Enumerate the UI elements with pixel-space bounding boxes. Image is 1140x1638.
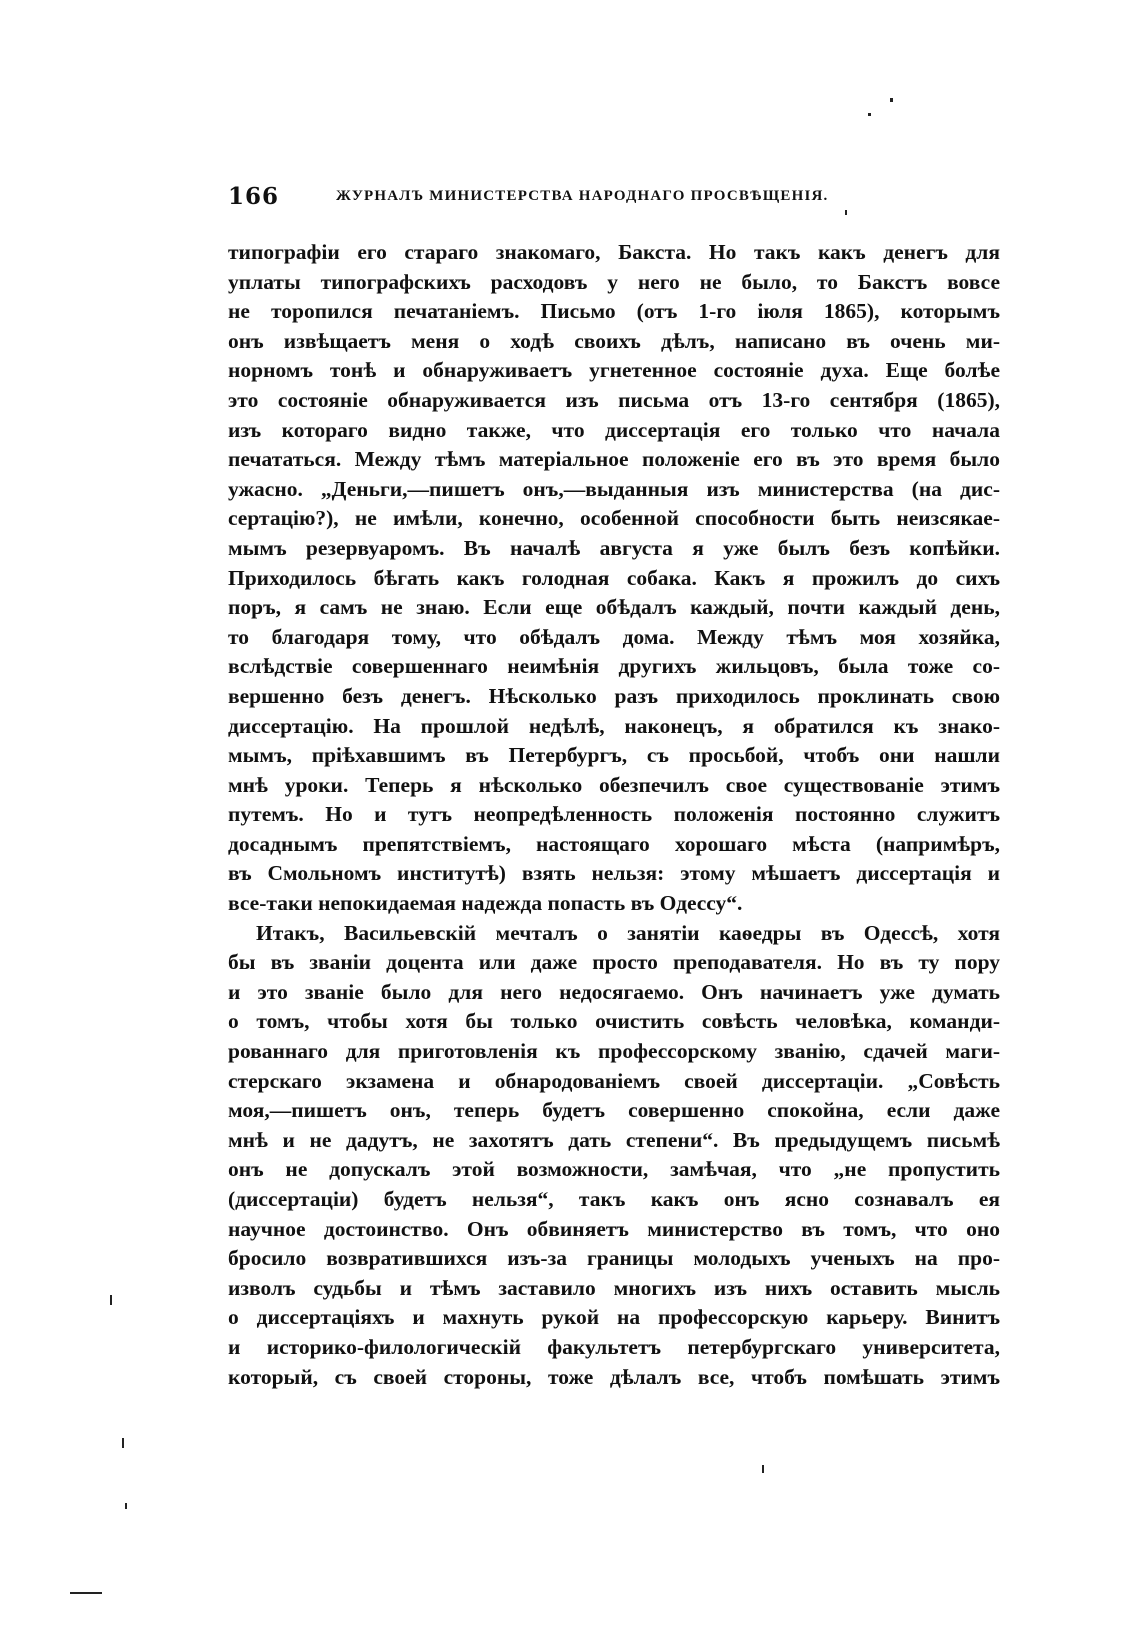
scan-speck	[845, 210, 847, 215]
text-line: диссертацію. На прошлой недѣлѣ, наконецъ, я обратился къ знако-	[228, 713, 1000, 738]
scan-speck	[125, 1503, 127, 1509]
text-line: (диссертаціи) будетъ нельзя“, такъ какъ онъ ясно сознавалъ ея	[228, 1187, 1000, 1211]
scan-speck	[110, 1295, 112, 1305]
body-text	[228, 238, 1000, 1392]
text-line: о томъ, чтобы хотя бы только очистить совѣсть человѣка, команди-	[228, 1009, 1000, 1034]
text-line: вершенно безъ денегъ. Нѣсколько разъ приходилось проклинать свою	[228, 683, 1000, 708]
text-line: Приходилось бѣгать какъ голодная собака. Какъ я прожилъ до сихъ	[228, 565, 1000, 590]
text-line: и это званіе было для него недосягаемо. Онъ начинаетъ уже думать	[228, 979, 1000, 1004]
text-line: печататься. Между тѣмъ матеріальное положеніе его въ это время было	[228, 447, 1000, 472]
text-line: бы въ званіи доцента или даже просто преподавателя. Но въ ту пору	[228, 950, 1000, 975]
text-line: мымъ, пріѣхавшимъ въ Петербургъ, съ просьбой, чтобъ они нашли	[228, 743, 1000, 768]
text-line: ужасно. „Деньги,—пишетъ онъ,—выданныя изъ министерства (на дис-	[228, 476, 1000, 501]
text-line: сертацію?), не имѣли, конечно, особенной способности быть неизсякае-	[228, 506, 1000, 531]
scan-line	[70, 1592, 102, 1594]
page-header	[228, 183, 1002, 219]
text-line: изъ котораго видно также, что диссертація его только что начала	[228, 417, 1000, 442]
text-line: типографіи его стараго знакомаго, Бакста. Но такъ какъ денегъ для	[228, 240, 1000, 264]
text-line: мымъ резервуаромъ. Въ началѣ августа я уже былъ безъ копѣйки.	[228, 535, 1000, 560]
text-line: бросило возвратившихся изъ-за границы молодыхъ ученыхъ на про-	[228, 1246, 1000, 1271]
text-line: научное достоинство. Онъ обвиняетъ министерство въ томъ, что оно	[228, 1216, 1000, 1241]
text-line: вслѣдствіе совершеннаго неимѣнія другихъ жильцовъ, была тоже со-	[228, 654, 1000, 679]
text-line: стерскаго экзамена и обнародованіемъ своей диссертаціи. „Совѣсть	[228, 1068, 1000, 1093]
text-line: досаднымъ препятствіемъ, настоящаго хорошаго мѣста (напримѣръ,	[228, 831, 1000, 856]
text-line: рованнаго для приготовленія къ профессорскому званію, сдачей маги-	[228, 1039, 1000, 1064]
running-title: ЖУРНАЛЪ МИНИСТЕРСТВА НАРОДНАГО ПРОСВѢЩЕНІЯ.	[336, 188, 829, 204]
text-line: онъ извѣщаетъ меня о ходѣ своихъ дѣлъ, написано въ очень ми-	[228, 328, 1000, 353]
text-line: все-таки непокидаемая надежда попасть въ Одессу“.	[228, 891, 743, 916]
text-line: не торопился печатаніемъ. Письмо (отъ 1-го іюля 1865), которымъ	[228, 299, 1000, 324]
text-line: и историко-филологическій факультетъ петербургскаго университета,	[228, 1334, 1000, 1359]
scan-speck	[890, 98, 893, 102]
scan-speck	[122, 1438, 124, 1448]
text-line: о диссертаціяхъ и махнуть рукой на профессорскую карьеру. Винитъ	[228, 1305, 1000, 1330]
scan-speck	[762, 1465, 764, 1473]
page-number: 166	[228, 183, 280, 210]
text-line: моя,—пишетъ онъ, теперь будетъ совершенно спокойна, если даже	[228, 1098, 1000, 1123]
text-line: это состояніе обнаруживается изъ письма отъ 13-го сентября (1865),	[228, 387, 1000, 412]
text-line: въ Смольномъ институтѣ) взять нельзя: этому мѣшаетъ диссертація и	[228, 861, 1000, 886]
text-line: поръ, я самъ не знаю. Если еще обѣдалъ каждый, почти каждый день,	[228, 595, 1000, 620]
text-line: мнѣ уроки. Теперь я нѣсколько обезпечилъ свое существованіе этимъ	[228, 772, 1000, 797]
text-line: норномъ тонѣ и обнаруживаетъ угнетенное состояніе духа. Еще болѣе	[228, 358, 1000, 383]
text-line: путемъ. Но и тутъ неопредѣленность положенія постоянно служитъ	[228, 802, 1000, 827]
text-line: то благодаря тому, что обѣдалъ дома. Между тѣмъ моя хозяйка,	[228, 624, 1000, 649]
scan-speck	[868, 113, 871, 116]
paragraph-start-line: Итакъ, Васильевскій мечталъ о занятіи каѳедры въ Одессѣ, хотя	[256, 920, 1000, 945]
text-line: который, съ своей стороны, тоже дѣлалъ все, чтобъ помѣшать этимъ	[228, 1364, 1000, 1389]
text-line: уплаты типографскихъ расходовъ у него не было, то Бакстъ вовсе	[228, 269, 1000, 294]
text-line: мнѣ и не дадутъ, не захотятъ дать степени“. Въ предыдущемъ письмѣ	[228, 1127, 1000, 1152]
text-line: онъ не допускалъ этой возможности, замѣчая, что „не пропустить	[228, 1157, 1000, 1182]
text-line: изволъ судьбы и тѣмъ заставило многихъ изъ нихъ оставить мысль	[228, 1275, 1000, 1300]
